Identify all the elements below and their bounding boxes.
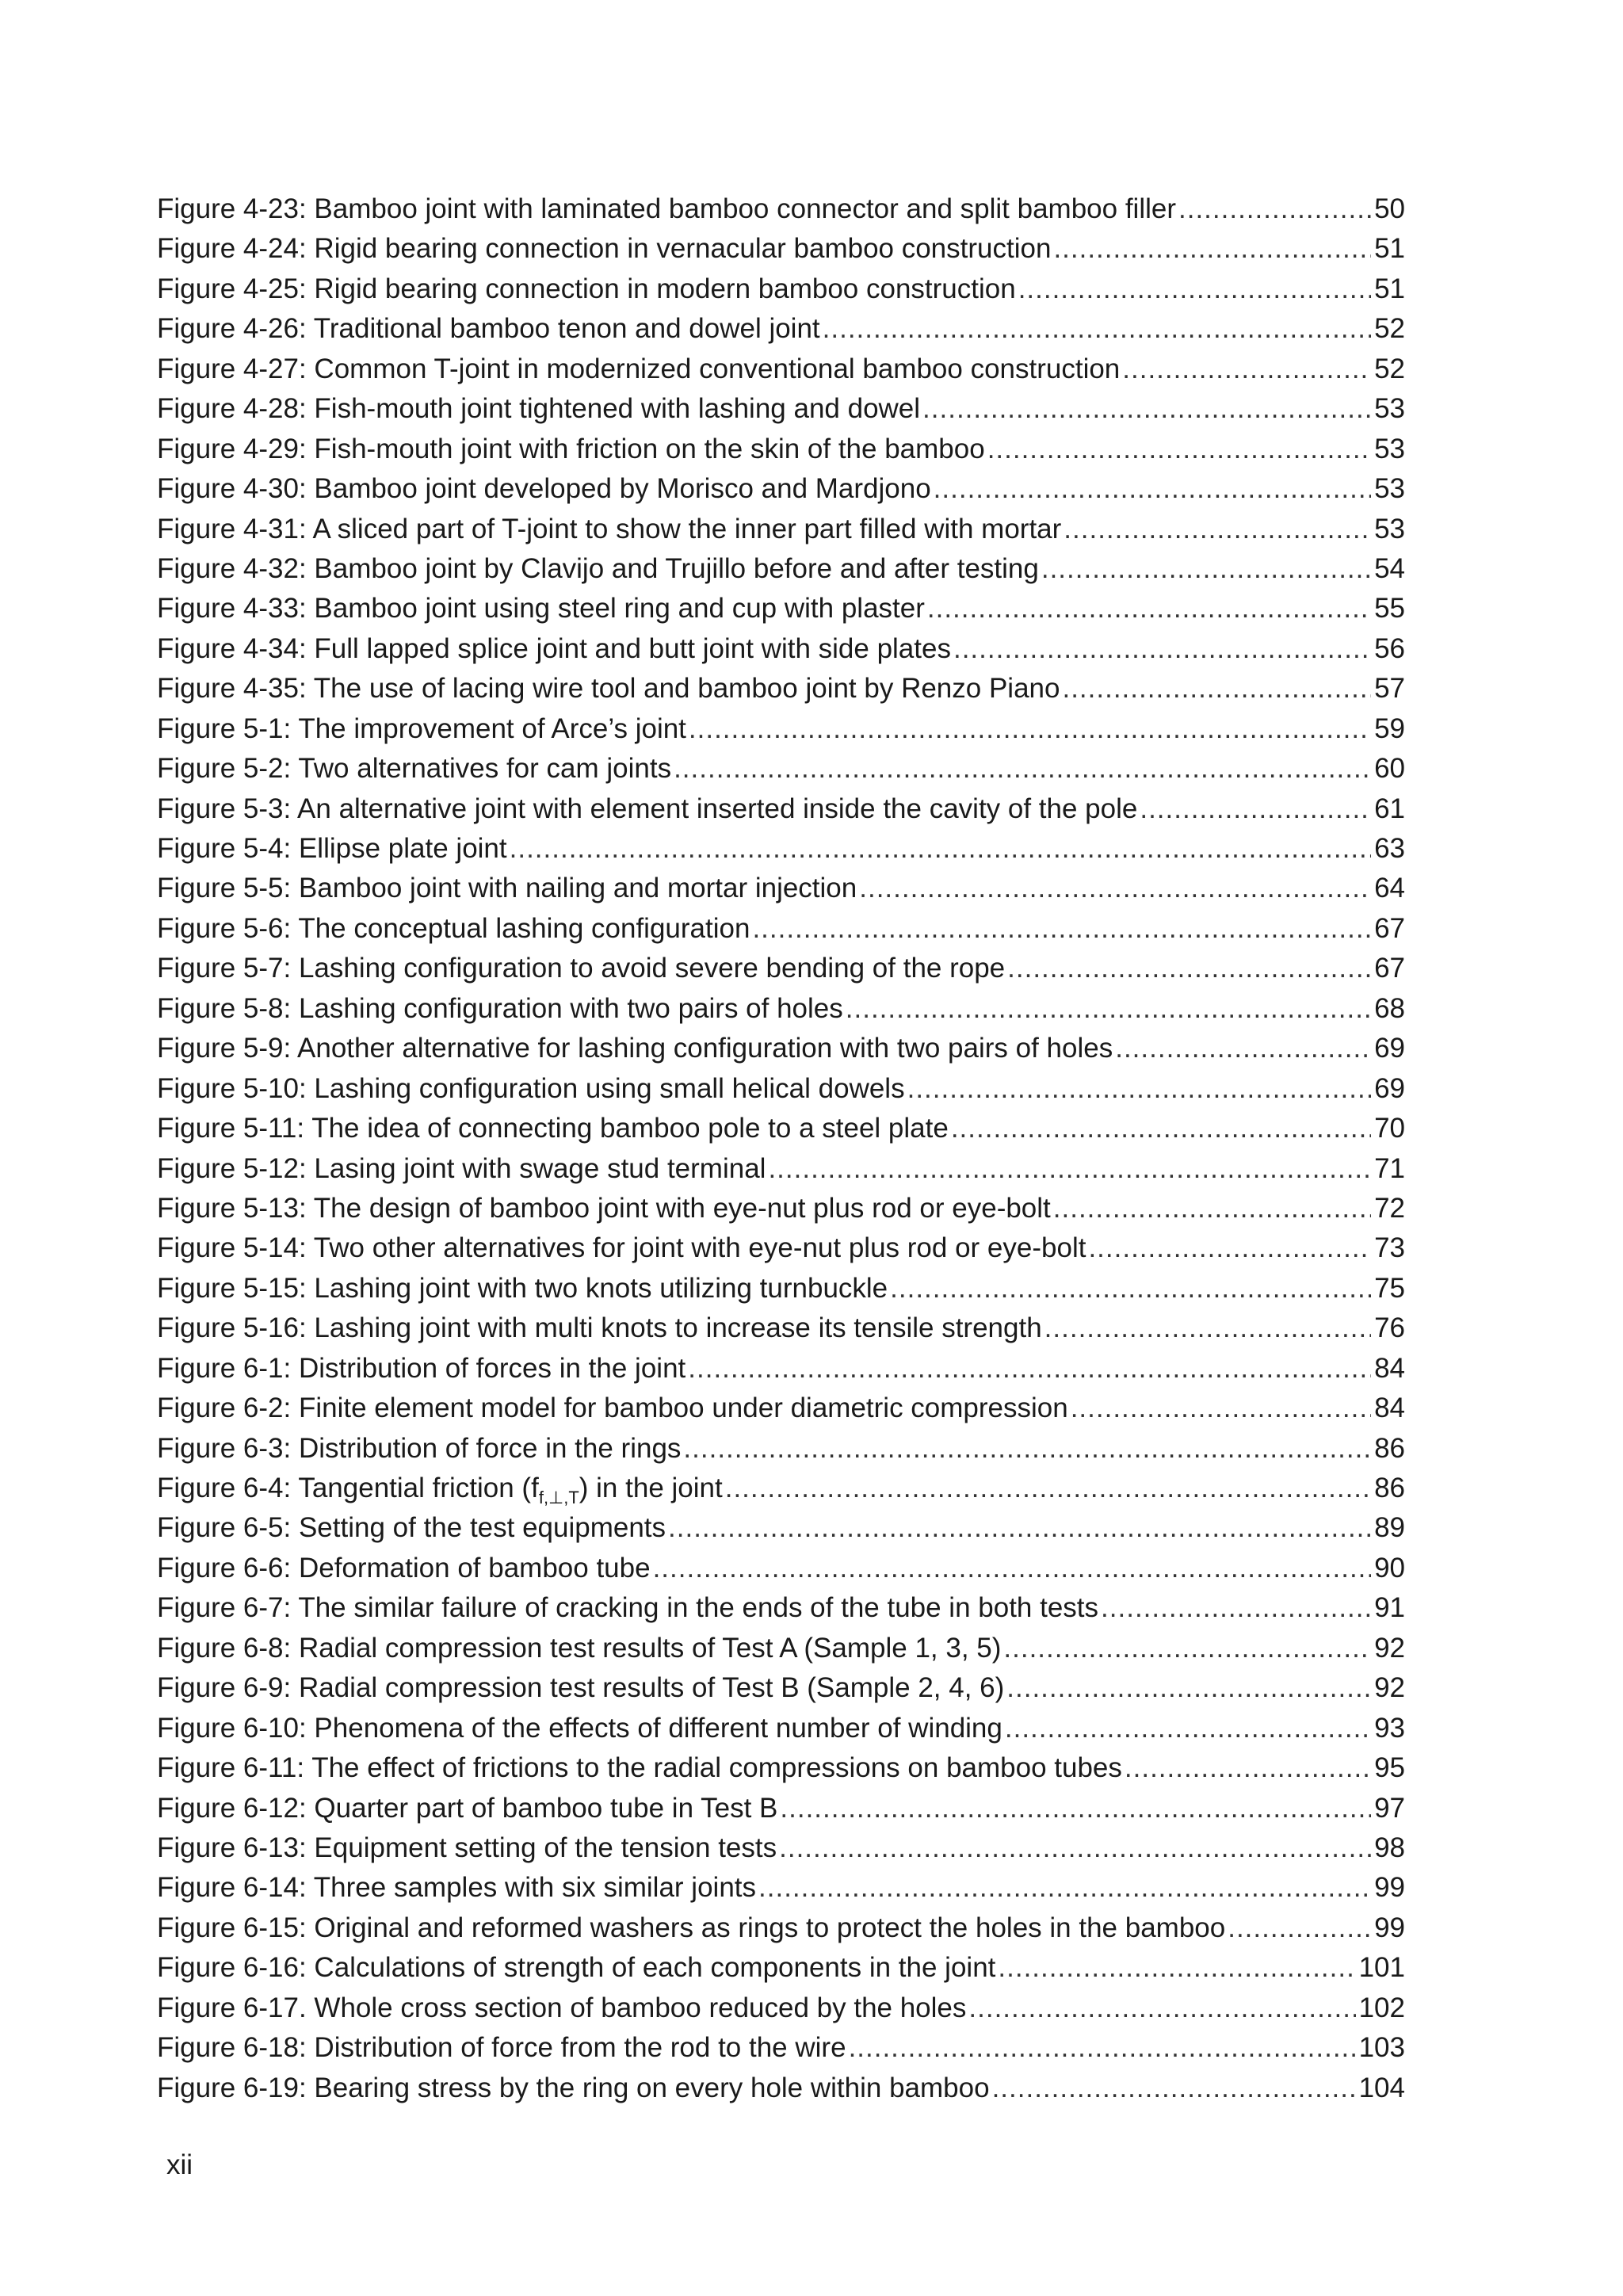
toc-entry xyxy=(157,549,1405,589)
toc-entry xyxy=(157,1948,1405,1988)
toc-entry xyxy=(157,1069,1405,1109)
toc-entry xyxy=(157,350,1405,389)
toc-entry xyxy=(157,1429,1405,1469)
dot-leader xyxy=(1140,789,1371,829)
dot-leader xyxy=(1005,1709,1371,1748)
toc-entry-title-text: Figure 5-14: Two other alternatives for joint with eye-nut plus rod or eye-bolt xyxy=(157,1232,1086,1264)
toc-entry-page-number: 69 xyxy=(1374,1072,1405,1104)
toc-entry-title-text: Figure 4-32: Bamboo joint by Clavijo and Trujillo before and after testing xyxy=(157,552,1039,584)
dot-leader xyxy=(758,1868,1371,1908)
dot-leader xyxy=(987,430,1371,469)
dot-leader xyxy=(849,2028,1356,2068)
toc-entry-title xyxy=(157,2028,846,2068)
toc-entry-title xyxy=(157,709,686,749)
toc-entry-page-number: 69 xyxy=(1374,1033,1405,1064)
dot-leader xyxy=(1007,949,1371,988)
toc-entry-title-text: Figure 5-5: Bamboo joint with nailing and mortar injection xyxy=(157,873,857,904)
toc-entry-title-text: Figure 6-9: Radial compression test results of Test B (Sample 2, 4, 6) xyxy=(157,1672,1005,1704)
toc-entry-page-number: 51 xyxy=(1374,233,1405,265)
dot-leader xyxy=(823,309,1371,349)
toc-entry-title-text: Figure 6-13: Equipment setting of the tension tests xyxy=(157,1832,777,1863)
dot-leader xyxy=(725,1469,1371,1508)
toc-entry-title xyxy=(157,789,1137,829)
toc-entry-title-text: Figure 5-15: Lashing joint with two knots utilizing turnbuckle xyxy=(157,1272,888,1304)
toc-entry-title xyxy=(157,1908,1225,1948)
toc-entry xyxy=(157,430,1405,469)
toc-entry-title xyxy=(157,589,925,628)
dot-leader xyxy=(1041,549,1371,589)
toc-entry-page-number: 103 xyxy=(1358,2032,1405,2064)
toc-entry-title xyxy=(157,1549,651,1588)
toc-entry-title-text: Figure 4-31: A sliced part of T-joint to show the inner part filled with mortar xyxy=(157,513,1062,544)
toc-entry-title xyxy=(157,1189,1051,1228)
toc-entry-title xyxy=(157,189,1176,229)
toc-entry-title-text: Figure 6-2: Finite element model for bamboo under diametric compression xyxy=(157,1392,1068,1424)
toc-entry-page-number: 104 xyxy=(1358,2072,1405,2103)
toc-entry-page-number: 73 xyxy=(1374,1232,1405,1264)
toc-entry-title xyxy=(157,1389,1068,1428)
toc-entry xyxy=(157,749,1405,789)
dot-leader xyxy=(689,709,1371,749)
toc-entry-title-text: Figure 4-33: Bamboo joint using steel ring and cup with plaster xyxy=(157,593,925,625)
dot-leader xyxy=(907,1069,1371,1109)
toc-entry xyxy=(157,389,1405,429)
toc-entry xyxy=(157,1189,1405,1228)
toc-entry-title-text: Figure 4-26: Traditional bamboo tenon and dowel joint xyxy=(157,313,820,345)
toc-entry-title-text: Figure 6-17. Whole cross section of bamboo reduced by the holes xyxy=(157,1992,967,2023)
dot-leader xyxy=(779,1828,1371,1868)
toc-entry-page-number: 53 xyxy=(1374,393,1405,425)
toc-entry-title-text: Figure 6-6: Deformation of bamboo tube xyxy=(157,1552,651,1584)
dot-leader xyxy=(1006,1668,1371,1708)
toc-entry xyxy=(157,1668,1405,1708)
toc-entry xyxy=(157,629,1405,669)
toc-entry-title xyxy=(157,1709,1002,1748)
toc-entry-title xyxy=(157,1149,766,1189)
toc-entry-page-number: 53 xyxy=(1374,433,1405,464)
toc-entry-page-number: 57 xyxy=(1374,673,1405,705)
toc-entry-page-number: 90 xyxy=(1374,1552,1405,1584)
toc-entry xyxy=(157,1748,1405,1788)
toc-entry-title xyxy=(157,829,507,869)
toc-entry xyxy=(157,1029,1405,1068)
toc-entry-title-text: Figure 4-23: Bamboo joint with laminated bamboo connector and split bamboo filler xyxy=(157,193,1176,224)
toc-entry-title-text: Figure 6-4: Tangential friction (f xyxy=(157,1473,539,1503)
toc-entry xyxy=(157,709,1405,749)
dot-leader xyxy=(1062,669,1371,709)
toc-entry-title xyxy=(157,269,1016,309)
toc-entry-page-number: 84 xyxy=(1374,1392,1405,1424)
toc-entry-title-text: Figure 5-16: Lashing joint with multi knots to increase its tensile strength xyxy=(157,1312,1042,1344)
toc-entry-page-number: 56 xyxy=(1374,632,1405,664)
dot-leader xyxy=(992,2069,1356,2108)
dot-leader xyxy=(752,909,1371,949)
dot-leader xyxy=(1125,1748,1371,1788)
toc-entry-title xyxy=(157,1269,888,1308)
dot-leader xyxy=(846,989,1371,1029)
toc-entry-title-text: Figure 6-16: Calculations of strength of each components in the joint xyxy=(157,1952,996,1984)
toc-entry-title-text: Figure 5-8: Lashing configuration with two pairs of holes xyxy=(157,992,843,1024)
toc-entry xyxy=(157,510,1405,549)
toc-entry-title-text: Figure 6-15: Original and reformed washers as rings to protect the holes in the bamboo xyxy=(157,1912,1226,1943)
dot-leader xyxy=(1044,1308,1371,1348)
dot-leader xyxy=(1071,1389,1371,1428)
toc-entry-page-number: 68 xyxy=(1374,992,1405,1024)
toc-entry-title xyxy=(157,549,1039,589)
toc-entry-page-number: 61 xyxy=(1374,793,1405,824)
dot-leader xyxy=(934,469,1371,509)
toc-entry-title xyxy=(157,1868,756,1908)
toc-entry xyxy=(157,1789,1405,1828)
toc-entry xyxy=(157,1709,1405,1748)
toc-entry-title xyxy=(157,1349,685,1389)
dot-leader xyxy=(927,589,1371,628)
toc-entry-title xyxy=(157,909,750,949)
toc-entry-title-suffix: ) in the joint xyxy=(579,1473,723,1503)
toc-entry-title-text: Figure 6-5: Setting of the test equipments xyxy=(157,1512,666,1544)
toc-entry-title-text: Figure 5-2: Two alternatives for cam joints xyxy=(157,753,672,785)
toc-entry-page-number: 92 xyxy=(1374,1632,1405,1664)
toc-entry xyxy=(157,589,1405,628)
toc-entry-title xyxy=(157,2069,990,2108)
toc-entry-title xyxy=(157,1988,966,2028)
toc-entry-subscript: f,⊥,T xyxy=(538,1488,579,1507)
toc-entry-title xyxy=(157,1948,995,1988)
toc-entry-title-text: Figure 6-10: Phenomena of the effects of different number of winding xyxy=(157,1712,1002,1744)
toc-entry-title-text: Figure 5-3: An alternative joint with element inserted inside the cavity of the pole xyxy=(157,793,1138,824)
toc-entry xyxy=(157,1588,1405,1628)
toc-entry-title-text: Figure 5-12: Lasing joint with swage stud terminal xyxy=(157,1152,766,1184)
dot-leader xyxy=(668,1508,1371,1548)
toc-entry xyxy=(157,309,1405,349)
toc-entry xyxy=(157,789,1405,829)
toc-entry xyxy=(157,1908,1405,1948)
list-of-figures xyxy=(157,189,1405,2108)
dot-leader xyxy=(653,1549,1371,1588)
toc-entry xyxy=(157,1269,1405,1308)
toc-entry-page-number: 63 xyxy=(1374,833,1405,864)
toc-entry xyxy=(157,1308,1405,1348)
toc-entry-title xyxy=(157,1029,1113,1068)
toc-entry-title-text: Figure 5-9: Another alternative for lashing configuration with two pairs of holes xyxy=(157,1033,1113,1064)
toc-entry-title xyxy=(157,469,931,509)
toc-entry-page-number: 71 xyxy=(1374,1152,1405,1184)
toc-entry-page-number: 72 xyxy=(1374,1192,1405,1224)
toc-entry xyxy=(157,1629,1405,1668)
toc-entry-title-text: Figure 4-25: Rigid bearing connection in modern bamboo construction xyxy=(157,273,1016,304)
dot-leader xyxy=(859,869,1371,908)
dot-leader xyxy=(1101,1588,1371,1628)
toc-entry-page-number: 51 xyxy=(1374,273,1405,304)
toc-entry xyxy=(157,269,1405,309)
toc-entry-title xyxy=(157,1228,1086,1268)
toc-entry-title xyxy=(157,510,1061,549)
dot-leader xyxy=(674,749,1371,789)
dot-leader xyxy=(1088,1228,1371,1268)
toc-entry-title-text: Figure 6-8: Radial compression test results of Test A (Sample 1, 3, 5) xyxy=(157,1632,1002,1664)
toc-entry-title xyxy=(157,350,1120,389)
toc-entry-title xyxy=(157,1828,777,1868)
toc-entry-title-text: Figure 6-18: Distribution of force from the rod to the wire xyxy=(157,2032,846,2064)
toc-entry-page-number: 76 xyxy=(1374,1312,1405,1344)
toc-entry-title-text: Figure 5-1: The improvement of Arce’s joint xyxy=(157,712,686,744)
toc-entry-title-text: Figure 4-24: Rigid bearing connection in vernacular bamboo construction xyxy=(157,233,1052,265)
toc-entry-title xyxy=(157,629,951,669)
toc-entry xyxy=(157,1988,1405,2028)
toc-entry-title-text: Figure 5-7: Lashing configuration to avoid severe bending of the rope xyxy=(157,953,1006,984)
toc-entry xyxy=(157,1149,1405,1189)
toc-entry xyxy=(157,669,1405,709)
dot-leader xyxy=(953,629,1371,669)
toc-entry-title-text: Figure 6-7: The similar failure of cracking in the ends of the tube in both tests xyxy=(157,1592,1099,1624)
dot-leader xyxy=(1053,1189,1371,1228)
toc-entry xyxy=(157,189,1405,229)
toc-entry-title xyxy=(157,1069,905,1109)
dot-leader xyxy=(780,1789,1371,1828)
toc-entry xyxy=(157,1228,1405,1268)
toc-entry-title xyxy=(157,669,1060,709)
toc-entry-title xyxy=(157,389,920,429)
toc-entry xyxy=(157,1868,1405,1908)
dot-leader xyxy=(1228,1908,1371,1948)
toc-entry-page-number: 60 xyxy=(1374,753,1405,785)
dot-leader xyxy=(951,1109,1371,1148)
toc-entry-title xyxy=(157,1668,1004,1708)
page-number: xii xyxy=(166,2149,193,2180)
dot-leader xyxy=(1053,229,1371,269)
dot-leader xyxy=(890,1269,1371,1308)
toc-entry-title-text: Figure 5-6: The conceptual lashing configuration xyxy=(157,912,750,944)
toc-entry-page-number: 84 xyxy=(1374,1352,1405,1384)
toc-entry-page-number: 75 xyxy=(1374,1272,1405,1304)
toc-entry-title xyxy=(157,1508,666,1548)
toc-entry-page-number: 93 xyxy=(1374,1712,1405,1744)
toc-entry-title-text: Figure 4-34: Full lapped splice joint and butt joint with side plates xyxy=(157,632,951,664)
toc-entry-title xyxy=(157,1789,777,1828)
toc-entry-page-number: 52 xyxy=(1374,353,1405,384)
toc-entry-title-text: Figure 4-27: Common T-joint in modernized conventional bamboo construction xyxy=(157,353,1121,384)
dot-leader xyxy=(922,389,1371,429)
toc-entry xyxy=(157,1389,1405,1428)
toc-entry xyxy=(157,1549,1405,1588)
toc-entry xyxy=(157,989,1405,1029)
dot-leader xyxy=(688,1349,1371,1389)
toc-entry-title-text: Figure 5-13: The design of bamboo joint with eye-nut plus rod or eye-bolt xyxy=(157,1192,1051,1224)
toc-entry-title xyxy=(157,949,1005,988)
dot-leader xyxy=(1003,1629,1371,1668)
toc-entry-page-number: 91 xyxy=(1374,1592,1405,1624)
toc-entry xyxy=(157,1349,1405,1389)
toc-entry-page-number: 92 xyxy=(1374,1672,1405,1704)
toc-entry-page-number: 55 xyxy=(1374,593,1405,625)
toc-entry-title-text: Figure 4-30: Bamboo joint developed by Morisco and Mardjono xyxy=(157,473,931,505)
toc-entry xyxy=(157,829,1405,869)
toc-entry xyxy=(157,229,1405,269)
toc-entry-page-number: 54 xyxy=(1374,552,1405,584)
toc-entry-title xyxy=(157,1109,949,1148)
toc-entry-title xyxy=(157,989,843,1029)
toc-entry-title xyxy=(157,869,857,908)
toc-entry-title xyxy=(157,1629,1001,1668)
toc-entry-title-text: Figure 4-29: Fish-mouth joint with friction on the skin of the bamboo xyxy=(157,433,985,464)
toc-entry xyxy=(157,949,1405,988)
toc-entry-title-text: Figure 6-14: Three samples with six similar joints xyxy=(157,1872,757,1904)
toc-entry-page-number: 59 xyxy=(1374,712,1405,744)
toc-entry xyxy=(157,1828,1405,1868)
dot-leader xyxy=(1115,1029,1371,1068)
toc-entry-title-text: Figure 6-12: Quarter part of bamboo tube in Test B xyxy=(157,1792,778,1824)
toc-entry-title-text: Figure 4-35: The use of lacing wire tool and bamboo joint by Renzo Piano xyxy=(157,673,1060,705)
toc-entry-title xyxy=(157,749,671,789)
toc-entry-page-number: 89 xyxy=(1374,1512,1405,1544)
dot-leader xyxy=(510,829,1371,869)
toc-entry xyxy=(157,469,1405,509)
toc-entry-title-text: Figure 6-19: Bearing stress by the ring on every hole within bamboo xyxy=(157,2072,990,2103)
toc-entry xyxy=(157,1109,1405,1148)
toc-entry-page-number: 98 xyxy=(1374,1832,1405,1863)
toc-entry xyxy=(157,2069,1405,2108)
toc-entry xyxy=(157,909,1405,949)
dot-leader xyxy=(768,1149,1371,1189)
dot-leader xyxy=(968,1988,1355,2028)
toc-entry xyxy=(157,869,1405,908)
dot-leader xyxy=(1178,189,1371,229)
toc-entry-title xyxy=(157,1748,1122,1788)
toc-entry xyxy=(157,1508,1405,1548)
toc-entry-title-text: Figure 5-11: The idea of connecting bamboo pole to a steel plate xyxy=(157,1113,949,1144)
toc-entry-title xyxy=(157,1588,1098,1628)
toc-entry-page-number: 53 xyxy=(1374,513,1405,544)
toc-entry-page-number: 99 xyxy=(1374,1912,1405,1943)
toc-entry-page-number: 64 xyxy=(1374,873,1405,904)
toc-entry-title xyxy=(157,229,1051,269)
toc-entry-page-number: 95 xyxy=(1374,1752,1405,1784)
toc-entry-page-number: 52 xyxy=(1374,313,1405,345)
toc-entry-page-number: 86 xyxy=(1374,1432,1405,1464)
toc-entry xyxy=(157,1469,1405,1508)
toc-entry-page-number: 102 xyxy=(1358,1992,1405,2023)
toc-entry-page-number: 86 xyxy=(1374,1473,1405,1503)
toc-entry-title-text: Figure 5-4: Ellipse plate joint xyxy=(157,833,507,864)
toc-entry-page-number: 53 xyxy=(1374,473,1405,505)
toc-entry-title xyxy=(157,430,985,469)
toc-entry-page-number: 101 xyxy=(1358,1952,1405,1984)
toc-entry-title-text: Figure 4-28: Fish-mouth joint tightened with lashing and dowel xyxy=(157,393,921,425)
toc-entry-page-number: 97 xyxy=(1374,1792,1405,1824)
toc-entry-page-number: 99 xyxy=(1374,1872,1405,1904)
toc-entry-page-number: 67 xyxy=(1374,953,1405,984)
toc-entry-title-text: Figure 6-3: Distribution of force in the rings xyxy=(157,1432,682,1464)
toc-entry-page-number: 50 xyxy=(1374,193,1405,224)
toc-entry-title xyxy=(157,309,820,349)
toc-entry-title xyxy=(157,1308,1042,1348)
dot-leader xyxy=(1064,510,1371,549)
dot-leader xyxy=(683,1429,1371,1469)
toc-entry-title-text: Figure 5-10: Lashing configuration using small helical dowels xyxy=(157,1072,905,1104)
dot-leader xyxy=(1018,269,1371,309)
dot-leader xyxy=(998,1948,1355,1988)
toc-entry-page-number: 70 xyxy=(1374,1113,1405,1144)
toc-entry-title xyxy=(157,1429,681,1469)
dot-leader xyxy=(1122,350,1371,389)
toc-entry-title-text: Figure 6-11: The effect of frictions to the radial compressions on bamboo tubes xyxy=(157,1752,1122,1784)
toc-entry xyxy=(157,2028,1405,2068)
toc-entry-page-number: 67 xyxy=(1374,912,1405,944)
toc-entry-title-text: Figure 6-1: Distribution of forces in the joint xyxy=(157,1352,686,1384)
